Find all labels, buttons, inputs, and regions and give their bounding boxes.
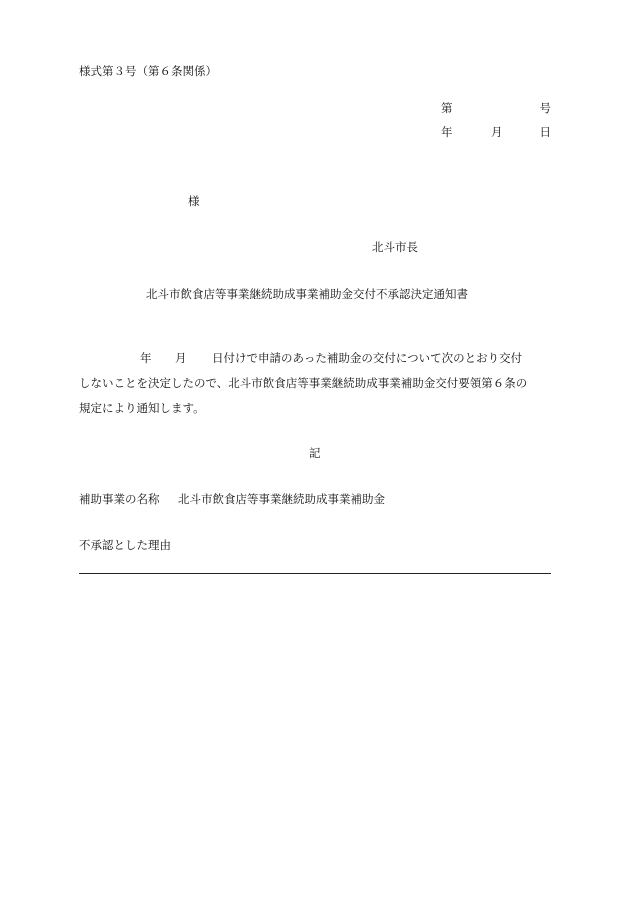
project-name-label: 補助事業の名称 [79,492,160,506]
date-day: 日 [539,125,551,139]
recipient-honorific: 様 [188,194,200,208]
project-name-value: 北斗市飲食店等事業継続助成事業補助金 [178,492,385,506]
body-line-1-text: 日付けで申請のあった補助金の交付について次のとおり交付 [212,351,523,365]
document-title: 北斗市飲食店等事業継続助成事業補助金交付不承認決定通知書 [146,287,468,301]
issuer-name: 北斗市長 [372,240,418,254]
reason-label: 不承認とした理由 [79,538,171,552]
doc-number-prefix: 第 [441,101,453,115]
doc-number-suffix: 号 [539,101,551,115]
date-month: 月 [491,125,503,139]
body-month: 月 [175,351,187,365]
body-line-3: 規定により通知します。 [79,401,205,415]
body-line-2: しないことを決定したので、北斗市飲食店等事業継続助成事業補助金交付要領第６条の [79,376,528,390]
form-number: 様式第３号（第６条関係） [79,64,217,78]
ki-heading: 記 [309,446,321,460]
reason-underline [79,573,551,574]
body-year: 年 [140,351,152,365]
date-year: 年 [441,125,453,139]
